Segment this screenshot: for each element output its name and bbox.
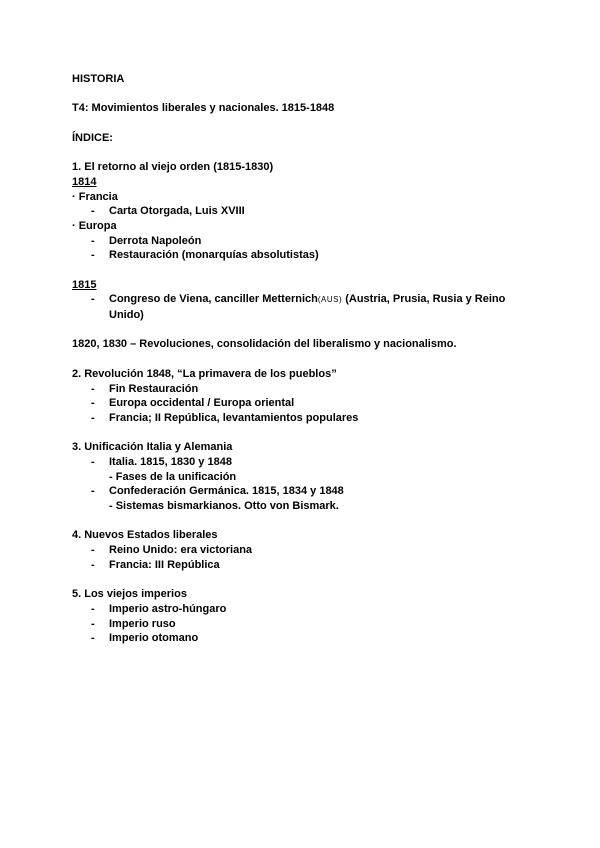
list-item xyxy=(72,204,532,219)
dash-bullet: - xyxy=(91,397,95,410)
francia-label: · Francia xyxy=(72,190,118,203)
subject-heading: HISTORIA xyxy=(72,73,125,85)
dash-bullet: - xyxy=(91,411,95,424)
year-1815-heading: 1815 xyxy=(72,278,97,291)
list-item-text: Reino Unido: era victoriana xyxy=(109,544,253,557)
index-heading: ÍNDICE: xyxy=(72,131,113,144)
list-item xyxy=(72,543,532,558)
list-item-text: Francia; II República, levantamientos populares xyxy=(109,411,359,424)
dash-bullet: - xyxy=(91,632,95,645)
section-3-title: 3. Unificación Italia y Alemania xyxy=(72,441,233,454)
section-2-title: 2. Revolución 1848, “La primavera de los pueblos” xyxy=(72,367,337,380)
spacer xyxy=(72,87,532,102)
list-item-text: Italia. 1815, 1830 y 1848 xyxy=(109,456,232,468)
list-item-text: Confederación Germánica. 1815, 1834 y 1848 xyxy=(109,485,344,498)
list-item xyxy=(72,411,532,426)
dash-bullet: - xyxy=(91,205,95,218)
section-1-title: 1. El retorno al viejo orden (1815-1830) xyxy=(72,161,274,174)
list-item-text: Carta Otorgada, Luis XVIII xyxy=(109,205,245,218)
dash-bullet: - xyxy=(91,293,95,306)
list-item-text: Fin Restauración xyxy=(109,382,199,395)
list-item xyxy=(72,396,532,411)
spacer xyxy=(72,514,532,529)
list-item xyxy=(72,558,532,573)
list-item-text: Imperio astro-húngaro xyxy=(109,602,227,615)
dash-bullet: - xyxy=(91,485,95,498)
list-item xyxy=(72,292,532,322)
list-item xyxy=(72,631,532,646)
topic-title: T4: Movimientos liberales y nacionales. 1815-1848 xyxy=(72,102,335,115)
dash-bullet: - xyxy=(91,456,95,468)
list-item-text: Europa occidental / Europa oriental xyxy=(109,397,295,410)
dash-bullet: - xyxy=(91,544,95,557)
list-item-text: Imperio ruso xyxy=(109,617,176,630)
dash-bullet: - xyxy=(91,617,95,630)
europa-label: · Europa xyxy=(72,219,117,232)
sub-item: - Sistemas bismarkianos. Otto von Bismark. xyxy=(109,500,339,513)
section-4-title: 4. Nuevos Estados liberales xyxy=(72,529,218,542)
list-item xyxy=(72,602,532,617)
revolutions-line: 1820, 1830 – Revoluciones, consolidación del liberalismo y nacionalismo. xyxy=(72,338,457,351)
congress-text: Congreso de Viena, canciller Metternich xyxy=(109,293,318,306)
list-item xyxy=(72,248,532,263)
list-item xyxy=(72,382,532,397)
list-item-text xyxy=(109,292,532,322)
list-item-text: Derrota Napoleón xyxy=(109,234,202,247)
congress-members: (Austria, Prusia, Rusia y Reino Unido) xyxy=(109,293,506,322)
list-item-text: Imperio otomano xyxy=(109,632,199,645)
list-item xyxy=(72,455,532,470)
list-item xyxy=(72,617,532,632)
year-1814-heading: 1814 xyxy=(72,175,97,188)
section-5-title: 5. Los viejos imperios xyxy=(72,588,187,601)
document-page xyxy=(72,72,532,646)
country-abbreviation: (AUS) xyxy=(317,295,343,305)
dash-bullet: - xyxy=(91,382,95,395)
list-item-text: Francia: III República xyxy=(109,558,220,571)
spacer xyxy=(72,426,532,441)
list-item-text: Restauración (monarquías absolutistas) xyxy=(109,249,319,262)
spacer xyxy=(72,352,532,367)
spacer xyxy=(72,116,532,131)
spacer xyxy=(72,145,532,160)
dash-bullet: - xyxy=(91,234,95,247)
spacer xyxy=(72,323,532,338)
sub-item: - Fases de la unificación xyxy=(109,470,237,483)
list-item xyxy=(72,234,532,249)
dash-bullet: - xyxy=(91,558,95,571)
spacer xyxy=(72,573,532,588)
dash-bullet: - xyxy=(91,249,95,262)
list-item xyxy=(72,484,532,499)
dash-bullet: - xyxy=(91,602,95,615)
spacer xyxy=(72,263,532,278)
